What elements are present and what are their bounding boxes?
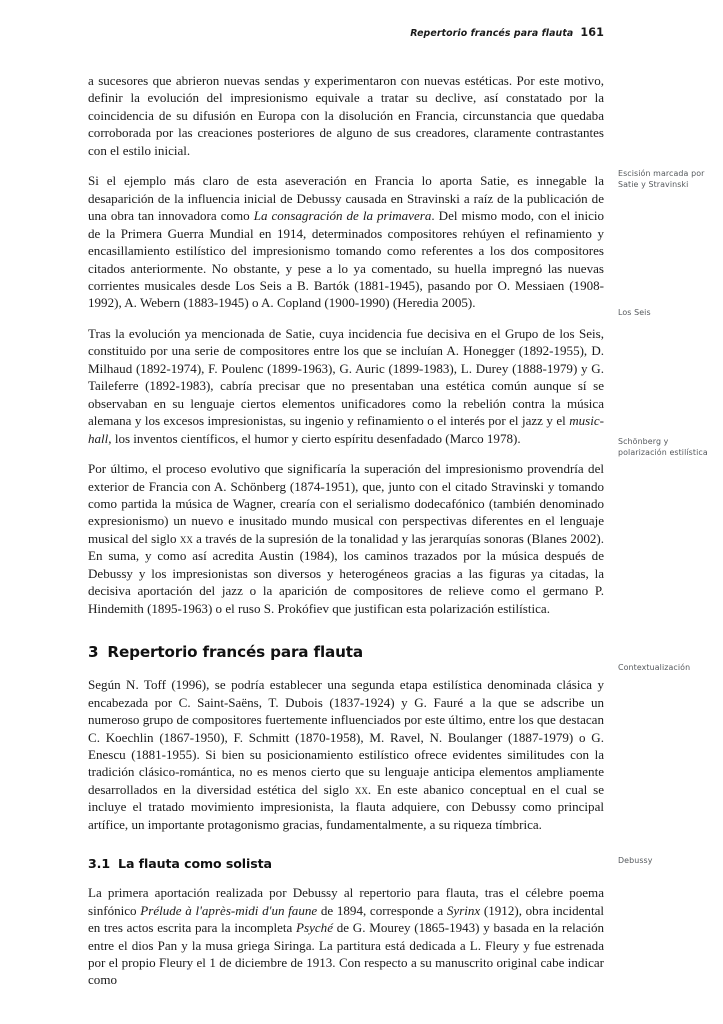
section-number: 3 [88, 643, 99, 662]
margin-note-1: Escisión marcada por Satie y Stravinski [618, 169, 705, 190]
section-heading [88, 643, 604, 662]
subsection-heading [88, 856, 604, 872]
italic-run: La consagración de la primavera [253, 208, 432, 224]
margin-note-2: Los Seis [618, 308, 651, 317]
margin-note-4: Contextualización [618, 663, 691, 672]
section-title: Repertorio francés para flauta [107, 643, 364, 662]
page-number: 161 [580, 26, 604, 39]
italic-run: Syrinx [446, 902, 481, 918]
subsection-title: La flauta como solista [118, 856, 272, 872]
italic-run: Prélude à l'après-midi d'un faune [140, 902, 318, 918]
subsection-number: 3.1 [88, 856, 111, 872]
paragraph-3: Tras la evolución ya mencionada de Satie, cuya incidencia fue decisiva en el Grupo de los Seis, constituido por una serie de compositores entre los que se incluían A. Honegger (1892-1955), D. Milhaud (1892-1974), F. Poulenc (1899-1963), G. Auric (1899-1983), L. Durey (1888-1979) y G. Taileferre (1892-1983), cabría precisar que no presentaban una estética común aunque sí se observaban en su lenguaje ciertos elementos unificadores como la rebelión contra la música alemana y los excesos impresionistas, su ingenio y refinamiento o el interés por el jazz y el music-hall, los inventos científicos, el humor y cierto espíritu desenfadado (Marco 1978). [88, 325, 604, 446]
italic-run: music-hall [88, 413, 604, 446]
running-head-title: Repertorio francés para flauta [410, 28, 574, 39]
paragraph-2: Si el ejemplo más claro de esta aseveración en Francia lo aporta Satie, es innegable la desaparición de la influencia inicial de Debussy causada en Stravinski a raíz de la publicación de una obra tan innovadora como La consagración de la primavera. Del mismo modo, con el inicio de la Primera Guerra Mundial en 1914, determinados compositores rehúyen el refinamiento y encasillamiento estilístico del impresionismo tomando como referentes a los dos compositores citados anteriormente. No obstante, y pese a lo ya comentado, su huella impregnó las nuevas corrientes musicales desde Los Seis a B. Bartók (1881-1945), pasando por O. Messiaen (1908-1992), A. Webern (1883-1945) o A. Copland (1900-1990) (Heredia 2005). [88, 173, 605, 311]
paragraph-5: Según N. Toff (1996), se podría establecer una segunda etapa estilística denominada clásica y encabezada por C. Saint-Saëns, T. Dubois (1837-1924) y G. Fauré a la que se adscribe un numeroso grupo de compositores fuertemente influenciados por este último, entre los que destacan C. Koechlin (1867-1950), F. Schmitt (1870-1958), M. Ravel, N. Boulanger (1887-1979) o G. Enescu (1881-1955). Si bien su posicionamiento estilístico ofrece evidentes similitudes con la tradición clásico-romántica, no es menos cierto que su lenguaje anticipa elementos ampliamente desarrollados en la diversidad estética del siglo xx. En este abanico conceptual en el cual se incluye el tratado movimiento impresionista, la flauta adquiere, con Debussy como principal artífice, un importante protagonismo gracias, fundamentalmente, a su riqueza tímbrica. [88, 677, 604, 832]
paragraph-1: a sucesores que abrieron nuevas sendas y experimentaron con nuevas estéticas. Por este motivo, definir la evolución del impresionismo equivale a tratar su declive, así constatado por la coincidencia de su difusión en Europa con la disolución en Francia, circunstancia que quedaba corroborada por las creaciones posteriores de alguno de sus creadores, claramente contrastantes con el estilo inicial. [88, 73, 604, 158]
margin-note-5: Debussy [618, 856, 653, 865]
italic-run: Psyché [296, 920, 333, 936]
text-column [88, 72, 604, 989]
smallcaps-run: xx [354, 781, 368, 797]
paragraph-4: Por último, el proceso evolutivo que significaría la superación del impresionismo provendría del exterior de Francia con A. Schönberg (1874-1951), que, junto con el citado Stravinski y tomando como partida la música de Wagner, crearía con el serialismo dodecafónico (también denominado expresionismo) un nuevo e inusitado mundo musical con perspectivas diferentes en el lenguaje musical del siglo xx a través de la supresión de la tonalidad y las jerarquías sonoras (Blanes 2002). En suma, y como así acredita Austin (1984), los caminos trazados por la música después de Debussy y los impresionistas son diversos y heterogéneos gracias a las figuras ya citadas, la decisiva aportación del jazz o la aparición de compositores de relieve como el germano P. Hindemith (1895-1963) o el ruso S. Prokófiev que justifican esta polarización estilística. [88, 461, 604, 616]
margin-note-3: Schönberg y polarización estilística [618, 437, 708, 458]
smallcaps-run: xx [179, 530, 193, 546]
running-head [0, 26, 604, 39]
paragraph-6: La primera aportación realizada por Debussy al repertorio para flauta, tras el célebre poema sinfónico Prélude à l'après-midi d'un faune de 1894, corresponde a Syrinx (1912), obra incidental en tres actos escrita para la incompleta Psyché de G. Mourey (1865-1943) y basada en la relación entre el dios Pan y la musa griega Siringa. La partitura está dedicada a L. Fleury y fue estrenada por el propio Fleury el 1 de diciembre de 1913. Con respecto a su manuscrito original cabe indicar como [88, 885, 604, 988]
